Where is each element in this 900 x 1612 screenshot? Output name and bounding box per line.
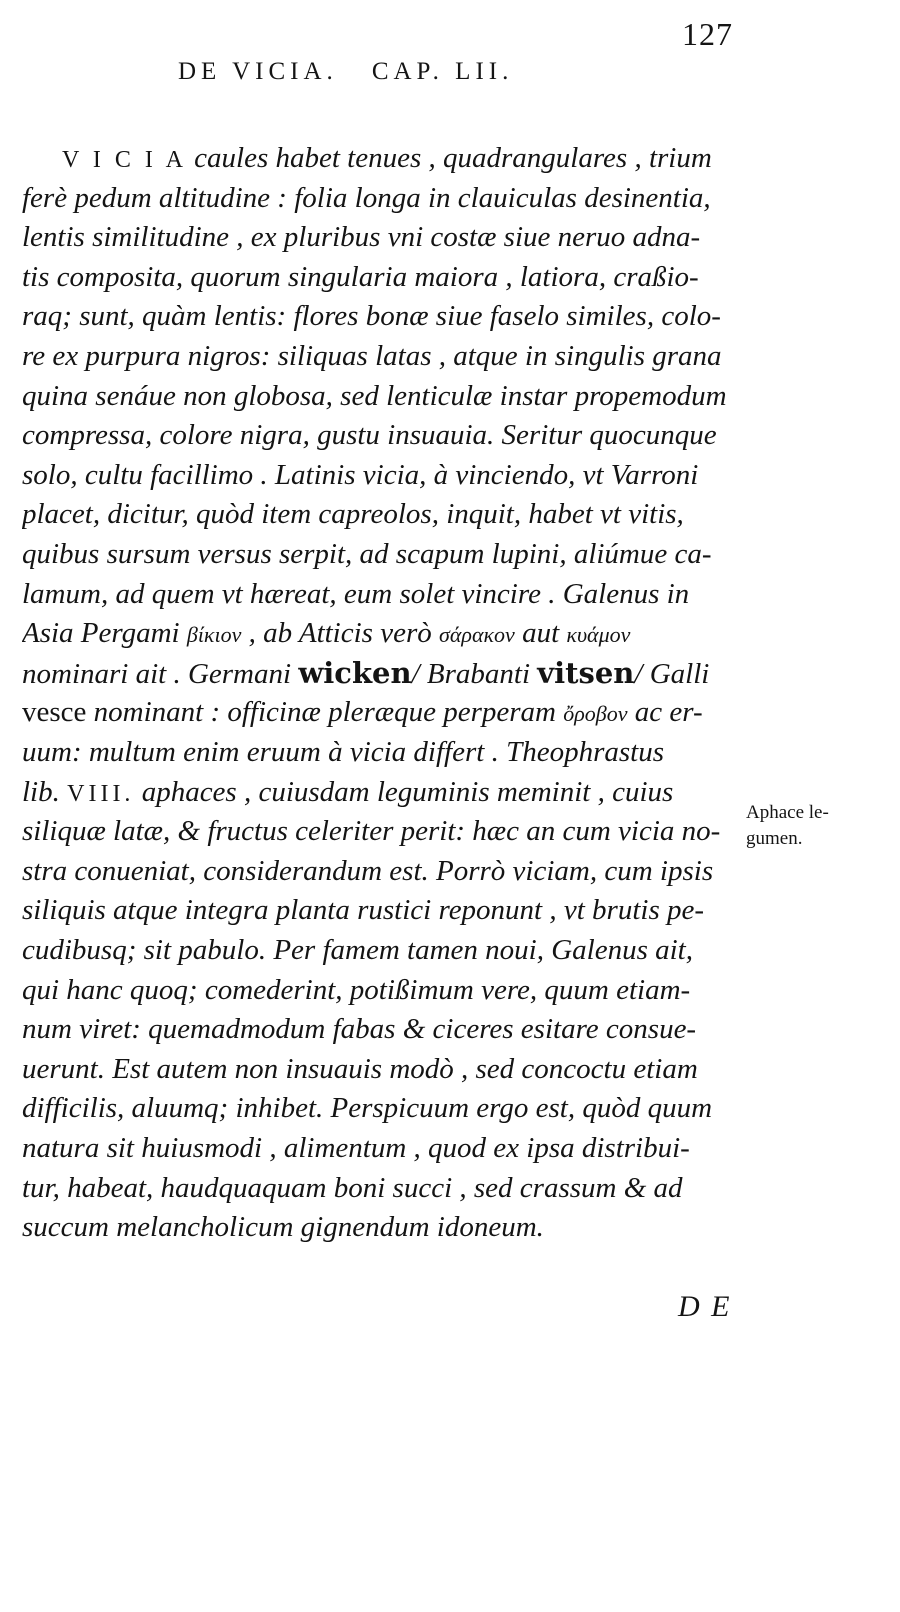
text-line	[22, 180, 758, 220]
text-segment: / Brabanti	[411, 657, 538, 690]
text-segment: solo, cultu facillimo . Latinis vicia, à vinciendo, vt Varroni	[22, 458, 699, 491]
text-segment: raq; sunt, quàm lentis: flores bonæ siue faselo similes, colo-	[22, 300, 721, 333]
text-segment: vesce	[22, 696, 87, 729]
text-segment: ferè pedum altitudine : folia longa in clauiculas desinentia,	[22, 181, 711, 214]
text-line	[22, 1170, 758, 1210]
text-segment: nominari ait . Germani	[22, 657, 299, 690]
text-segment: re ex purpura nigros: siliquas latas , atque in singulis grana	[22, 340, 722, 372]
text-segment: aphaces , cuiusdam leguminis meminit , cuius	[134, 775, 674, 808]
text-segment: σάρακον	[438, 622, 515, 648]
text-line	[22, 576, 758, 616]
text-segment: caules habet tenues , quadrangulares , trium	[186, 142, 712, 174]
text-segment: natura sit huiusmodi , alimentum , quod ex ipsa distribui-	[22, 1132, 690, 1164]
text-line	[22, 774, 758, 814]
text-line	[22, 259, 758, 299]
text-line	[22, 734, 758, 774]
text-line	[22, 1209, 758, 1249]
text-line	[22, 338, 758, 378]
text-segment: V I C I A	[62, 147, 187, 173]
text-segment: wicken	[298, 655, 412, 690]
text-segment: siliquæ latæ, & fructus celeriter perit: hæc an cum vicia no-	[22, 815, 721, 848]
text-line	[22, 457, 758, 497]
text-line	[22, 1011, 758, 1051]
text-segment: compressa, colore nigra, gustu insuauia. Seritur quocunque	[22, 419, 717, 452]
text-segment: aut	[514, 617, 567, 650]
running-head	[178, 58, 513, 86]
text-segment: tis composita, quorum singularia maiora , latiora, craßio-	[22, 260, 699, 293]
text-line	[22, 219, 758, 259]
text-segment: lib.	[22, 775, 68, 808]
text-line	[22, 1051, 758, 1091]
text-line	[22, 417, 758, 457]
text-line	[22, 1090, 758, 1130]
text-segment: lamum, ad quem vt hæreat, eum solet vincire . Galenus in	[22, 577, 690, 610]
text-line	[22, 853, 758, 893]
text-segment: ac er-	[627, 696, 703, 729]
text-segment: VIII.	[67, 780, 135, 807]
text-segment: quibus sursum versus serpit, ad scapum lupini, aliúmue ca-	[22, 538, 712, 570]
text-line	[22, 655, 758, 695]
text-line	[22, 694, 758, 734]
text-segment: κυάμον	[566, 622, 631, 648]
text-line	[22, 298, 758, 338]
text-line	[22, 378, 758, 418]
running-head-chapter: CAP. LII.	[371, 58, 514, 85]
text-line	[62, 140, 758, 180]
text-segment: cudibusq; sit pabulo. Per famem tamen noui, Galenus ait,	[22, 934, 693, 966]
text-segment: / Galli	[634, 657, 710, 690]
text-segment: tur, habeat, haudquaquam boni succi , sed crassum & ad	[22, 1171, 683, 1204]
text-segment: , ab Atticis verò	[241, 617, 439, 650]
text-line	[22, 813, 758, 853]
text-line	[22, 496, 758, 536]
text-line	[22, 972, 758, 1012]
text-segment: qui hanc quoq; comederint, potißimum vere, quum etiam-	[22, 973, 691, 1006]
text-segment: difficilis, aluumq; inhibet. Perspicuum ergo est, quòd quum	[22, 1092, 713, 1125]
text-segment: siliquis atque integra planta rustici reponunt , vt brutis pe-	[22, 894, 705, 927]
text-segment: lentis similitudine , ex pluribus vni costæ siue neruo adna-	[22, 221, 701, 254]
text-segment: ὄροβον	[563, 701, 628, 727]
text-segment: Asia Pergami	[22, 617, 187, 650]
text-segment: num viret: quemadmodum fabas & ciceres esitare consue-	[22, 1013, 697, 1046]
text-line	[22, 536, 758, 576]
text-segment: quina senáue non globosa, sed lenticulæ instar propemodum	[22, 379, 727, 412]
running-head-title: DE VICIA.	[178, 58, 338, 85]
margin-note	[746, 800, 896, 852]
margin-note-line: Aphace le-	[746, 802, 829, 823]
text-line	[22, 1130, 758, 1170]
text-segment: uum: multum enim eruum à vicia differt . Theophrastus	[22, 736, 664, 768]
text-segment: succum melancholicum gignendum idoneum.	[22, 1211, 544, 1244]
text-segment: vitsen	[537, 655, 635, 690]
text-line	[22, 615, 758, 655]
text-segment: placet, dicitur, quòd item capreolos, inquit, habet vt vitis,	[22, 498, 684, 531]
text-segment: uerunt. Est autem non insuauis modò , sed concoctu etiam	[22, 1052, 698, 1085]
catchword: D E	[678, 1290, 732, 1323]
text-segment: βίκιον	[186, 622, 242, 648]
text-segment: stra conueniat, considerandum est. Porrò viciam, cum ipsis	[22, 854, 714, 887]
text-segment: nominant : officinæ pleræque perperam	[86, 696, 564, 729]
text-line	[22, 932, 758, 972]
text-line	[22, 892, 758, 932]
margin-note-line: gumen.	[746, 828, 803, 849]
page-number: 127	[682, 16, 733, 52]
